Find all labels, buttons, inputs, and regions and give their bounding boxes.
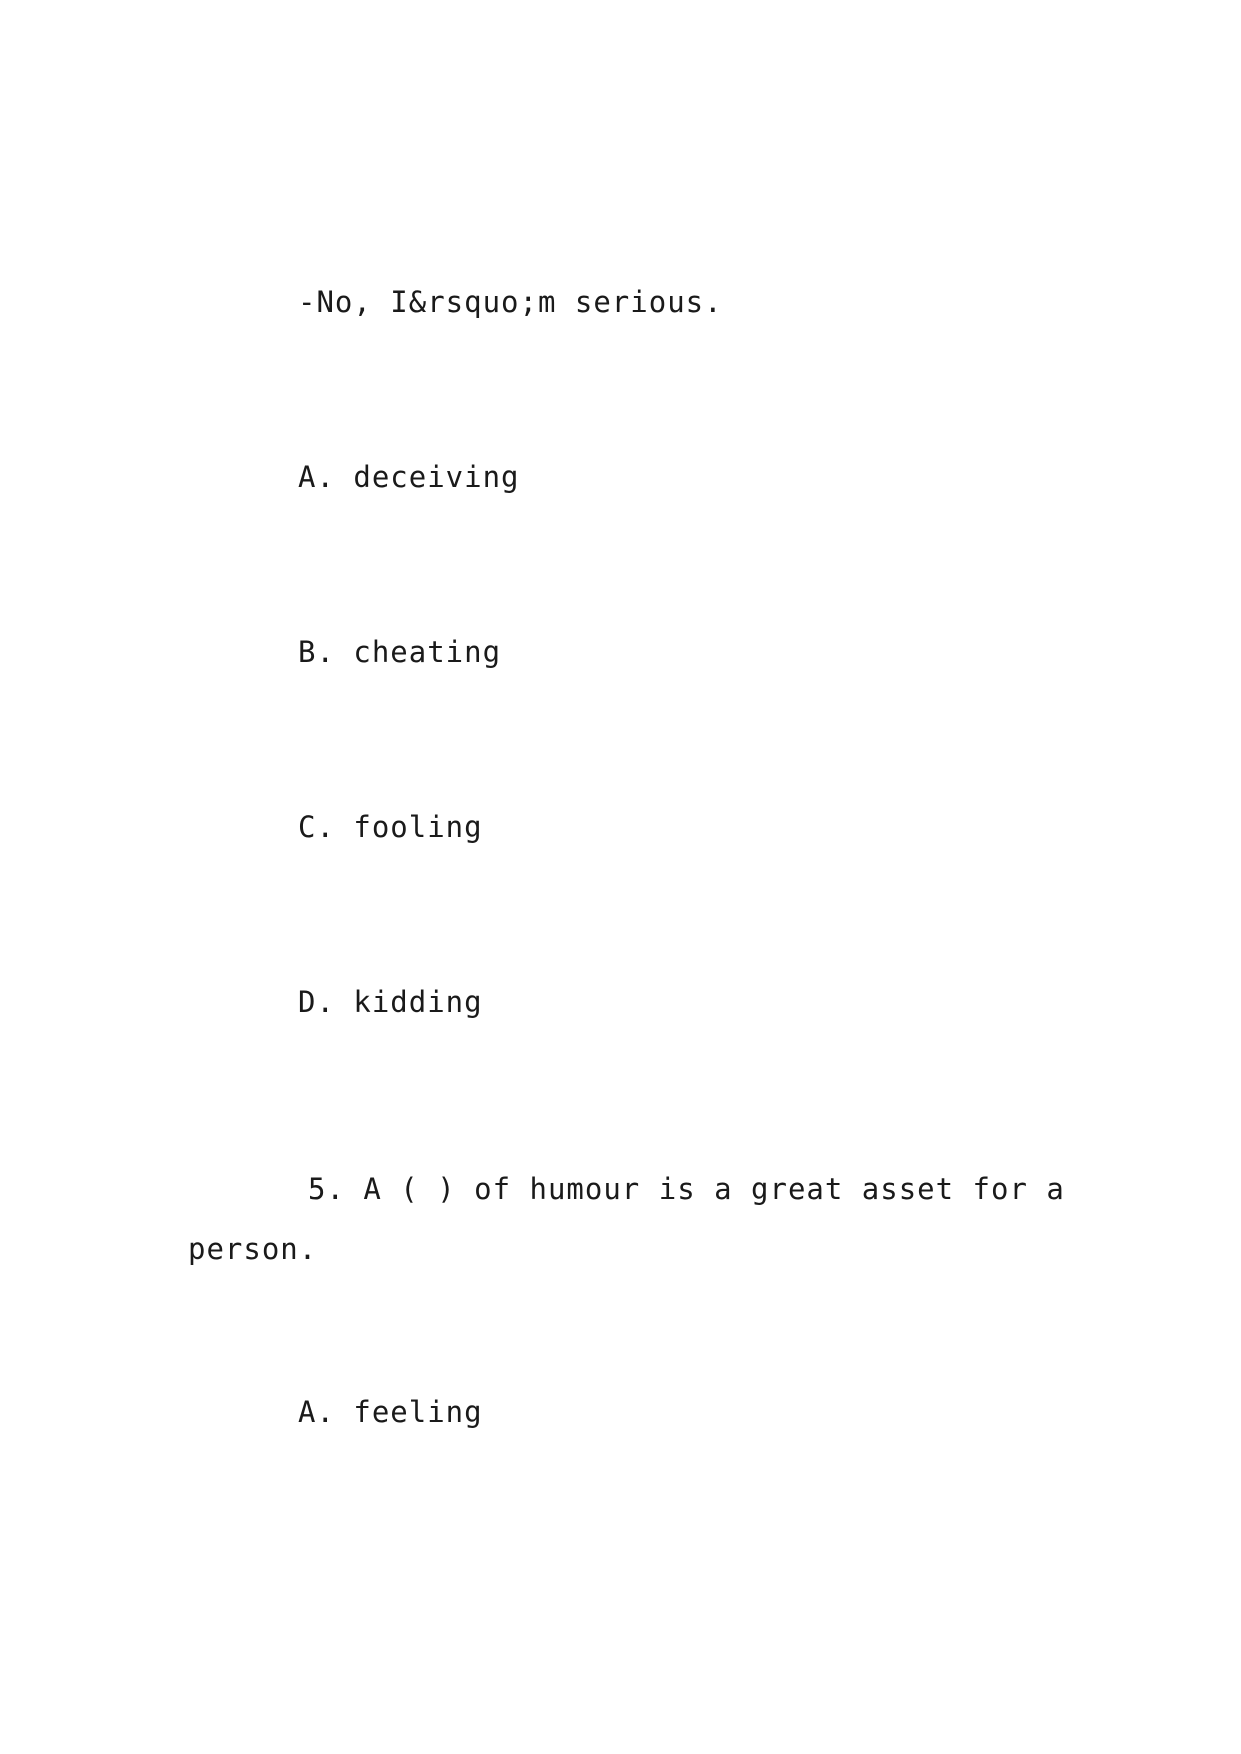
question-5-stem-line-1: 5. A ( ) of humour is a great asset for a [308,1172,1065,1206]
q5-option-a: A. feeling [298,1395,483,1429]
q4-option-c: C. fooling [298,810,483,844]
q4-option-a: A. deceiving [298,460,520,494]
dialogue-line: -No, I&rsquo;m serious. [298,285,723,319]
q4-option-b: B. cheating [298,635,502,669]
question-5 [188,1159,1065,1279]
q4-option-d: D. kidding [298,985,483,1019]
question-5-stem-line-2: person. [188,1232,318,1266]
